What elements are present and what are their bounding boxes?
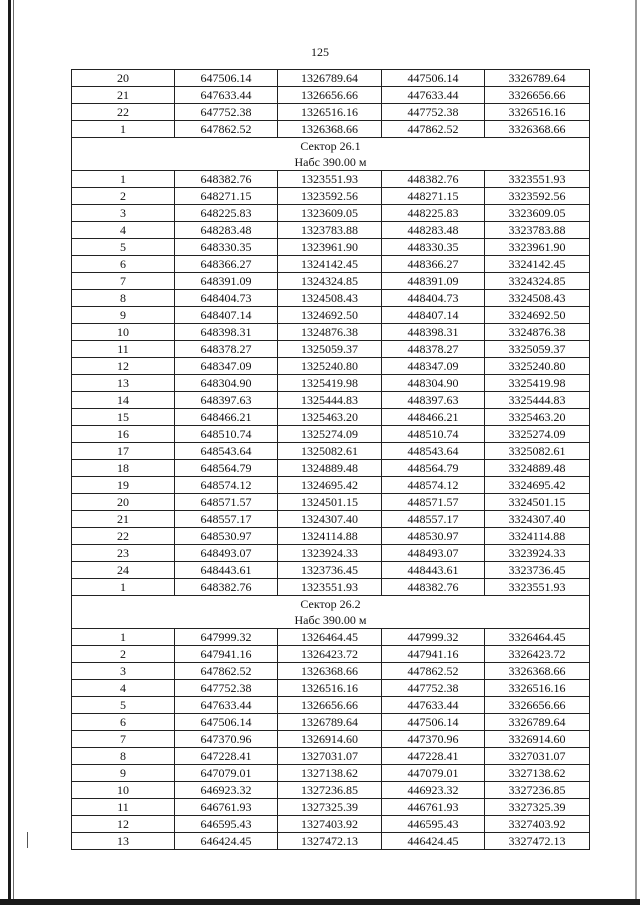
y-msk-cell: 3324114.88	[485, 528, 590, 545]
table-row	[72, 833, 590, 850]
point-number-cell: 3	[72, 205, 175, 222]
y-msk-cell: 3326656.66	[485, 87, 590, 104]
y-coordinate-cell: 1324692.50	[278, 307, 382, 324]
y-coordinate-cell: 1327472.13	[278, 833, 382, 850]
table-row	[72, 307, 590, 324]
y-msk-cell: 3326789.64	[485, 70, 590, 87]
x-msk-cell: 448407.14	[382, 307, 485, 324]
x-coordinate-cell: 648530.97	[175, 528, 278, 545]
y-msk-cell: 3323592.56	[485, 188, 590, 205]
table-row	[72, 104, 590, 121]
y-msk-cell: 3325240.80	[485, 358, 590, 375]
x-msk-cell: 448530.97	[382, 528, 485, 545]
table-row	[72, 528, 590, 545]
x-coordinate-cell: 647862.52	[175, 663, 278, 680]
table-row	[72, 629, 590, 646]
x-msk-cell: 448564.79	[382, 460, 485, 477]
table-row	[72, 205, 590, 222]
y-coordinate-cell: 1324142.45	[278, 256, 382, 273]
x-msk-cell: 447633.44	[382, 697, 485, 714]
x-msk-cell: 448271.15	[382, 188, 485, 205]
page-number: 125	[311, 45, 329, 59]
point-number-cell: 24	[72, 562, 175, 579]
x-coordinate-cell: 648557.17	[175, 511, 278, 528]
y-msk-cell: 3327236.85	[485, 782, 590, 799]
y-coordinate-cell: 1325444.83	[278, 392, 382, 409]
y-coordinate-cell: 1326368.66	[278, 121, 382, 138]
y-msk-cell: 3327138.62	[485, 765, 590, 782]
x-coordinate-cell: 648283.48	[175, 222, 278, 239]
x-coordinate-cell: 647752.38	[175, 104, 278, 121]
sector-26-2-header	[72, 596, 590, 629]
y-coordinate-cell: 1326423.72	[278, 646, 382, 663]
y-coordinate-cell: 1324695.42	[278, 477, 382, 494]
x-coordinate-cell: 648574.12	[175, 477, 278, 494]
table-row	[72, 443, 590, 460]
x-coordinate-cell: 646923.32	[175, 782, 278, 799]
scan-edge-left	[8, 0, 11, 905]
x-msk-cell: 447633.44	[382, 87, 485, 104]
x-coordinate-cell: 647862.52	[175, 121, 278, 138]
point-number-cell: 14	[72, 392, 175, 409]
x-msk-cell: 447862.52	[382, 121, 485, 138]
x-coordinate-cell: 646761.93	[175, 799, 278, 816]
x-coordinate-cell: 648493.07	[175, 545, 278, 562]
y-coordinate-cell: 1323609.05	[278, 205, 382, 222]
table-row	[72, 663, 590, 680]
x-coordinate-cell: 648466.21	[175, 409, 278, 426]
x-msk-cell: 448493.07	[382, 545, 485, 562]
scan-edge-right	[635, 0, 637, 905]
point-number-cell: 11	[72, 799, 175, 816]
x-msk-cell: 448366.27	[382, 256, 485, 273]
point-number-cell: 3	[72, 663, 175, 680]
x-msk-cell: 448466.21	[382, 409, 485, 426]
x-msk-cell: 446424.45	[382, 833, 485, 850]
table-row	[72, 494, 590, 511]
y-coordinate-cell: 1324876.38	[278, 324, 382, 341]
y-coordinate-cell: 1327236.85	[278, 782, 382, 799]
point-number-cell: 2	[72, 188, 175, 205]
x-coordinate-cell: 646424.45	[175, 833, 278, 850]
y-coordinate-cell: 1324508.43	[278, 290, 382, 307]
point-number-cell: 19	[72, 477, 175, 494]
x-coordinate-cell: 648347.09	[175, 358, 278, 375]
table-row	[72, 782, 590, 799]
point-number-cell: 20	[72, 70, 175, 87]
table-row	[72, 477, 590, 494]
y-msk-cell: 3326516.16	[485, 680, 590, 697]
x-coordinate-cell: 648397.63	[175, 392, 278, 409]
y-coordinate-cell: 1326464.45	[278, 629, 382, 646]
point-number-cell: 5	[72, 239, 175, 256]
x-msk-cell: 447752.38	[382, 680, 485, 697]
y-msk-cell: 3323609.05	[485, 205, 590, 222]
y-coordinate-cell: 1327325.39	[278, 799, 382, 816]
x-msk-cell: 447228.41	[382, 748, 485, 765]
point-number-cell: 2	[72, 646, 175, 663]
y-msk-cell: 3326914.60	[485, 731, 590, 748]
table-row	[72, 646, 590, 663]
x-coordinate-cell: 648304.90	[175, 375, 278, 392]
x-coordinate-cell: 648391.09	[175, 273, 278, 290]
y-coordinate-cell: 1323551.93	[278, 579, 382, 596]
x-msk-cell: 447999.32	[382, 629, 485, 646]
x-coordinate-cell: 648366.27	[175, 256, 278, 273]
y-coordinate-cell: 1323961.90	[278, 239, 382, 256]
point-number-cell: 21	[72, 87, 175, 104]
y-coordinate-cell: 1324889.48	[278, 460, 382, 477]
table-row	[72, 562, 590, 579]
y-msk-cell: 3323551.93	[485, 171, 590, 188]
y-coordinate-cell: 1324501.15	[278, 494, 382, 511]
x-coordinate-cell: 647633.44	[175, 697, 278, 714]
point-number-cell: 21	[72, 511, 175, 528]
point-number-cell: 9	[72, 307, 175, 324]
section-title: Сектор 26.1	[300, 139, 361, 153]
point-number-cell: 9	[72, 765, 175, 782]
table-row	[72, 748, 590, 765]
x-coordinate-cell: 648564.79	[175, 460, 278, 477]
y-coordinate-cell: 1326656.66	[278, 87, 382, 104]
y-coordinate-cell: 1323783.88	[278, 222, 382, 239]
x-coordinate-cell: 648271.15	[175, 188, 278, 205]
table-row	[72, 409, 590, 426]
y-msk-cell: 3325059.37	[485, 341, 590, 358]
point-number-cell: 8	[72, 290, 175, 307]
table-row	[72, 579, 590, 596]
x-coordinate-cell: 647999.32	[175, 629, 278, 646]
y-coordinate-cell: 1324114.88	[278, 528, 382, 545]
y-msk-cell: 3326789.64	[485, 714, 590, 731]
table-row	[72, 545, 590, 562]
y-msk-cell: 3326516.16	[485, 104, 590, 121]
x-coordinate-cell: 648571.57	[175, 494, 278, 511]
y-coordinate-cell: 1326789.64	[278, 714, 382, 731]
scan-edge-bottom	[0, 899, 640, 905]
point-number-cell: 5	[72, 697, 175, 714]
x-coordinate-cell: 647941.16	[175, 646, 278, 663]
table-row	[72, 290, 590, 307]
y-msk-cell: 3327325.39	[485, 799, 590, 816]
x-coordinate-cell: 647506.14	[175, 714, 278, 731]
section-header-row	[72, 596, 590, 629]
x-coordinate-cell: 647752.38	[175, 680, 278, 697]
point-number-cell: 23	[72, 545, 175, 562]
y-coordinate-cell: 1325082.61	[278, 443, 382, 460]
x-msk-cell: 448543.64	[382, 443, 485, 460]
y-msk-cell: 3324695.42	[485, 477, 590, 494]
x-coordinate-cell: 648443.61	[175, 562, 278, 579]
x-msk-cell: 448404.73	[382, 290, 485, 307]
x-coordinate-cell: 648398.31	[175, 324, 278, 341]
table-row	[72, 714, 590, 731]
x-msk-cell: 447862.52	[382, 663, 485, 680]
point-number-cell: 4	[72, 680, 175, 697]
point-number-cell: 7	[72, 731, 175, 748]
point-number-cell: 16	[72, 426, 175, 443]
coordinates-table-body	[72, 70, 590, 850]
point-number-cell: 1	[72, 121, 175, 138]
point-number-cell: 10	[72, 324, 175, 341]
y-coordinate-cell: 1326516.16	[278, 680, 382, 697]
y-coordinate-cell: 1325463.20	[278, 409, 382, 426]
y-coordinate-cell: 1324307.40	[278, 511, 382, 528]
x-msk-cell: 448225.83	[382, 205, 485, 222]
x-coordinate-cell: 648404.73	[175, 290, 278, 307]
y-msk-cell: 3326368.66	[485, 663, 590, 680]
table-row	[72, 188, 590, 205]
x-coordinate-cell: 648407.14	[175, 307, 278, 324]
x-msk-cell: 447079.01	[382, 765, 485, 782]
y-msk-cell: 3325082.61	[485, 443, 590, 460]
table-row	[72, 358, 590, 375]
x-msk-cell: 448378.27	[382, 341, 485, 358]
x-msk-cell: 448557.17	[382, 511, 485, 528]
section-title: Сектор 26.2	[300, 597, 361, 611]
y-msk-cell: 3327472.13	[485, 833, 590, 850]
y-coordinate-cell: 1326656.66	[278, 697, 382, 714]
table-row	[72, 87, 590, 104]
y-coordinate-cell: 1323551.93	[278, 171, 382, 188]
x-msk-cell: 446595.43	[382, 816, 485, 833]
table-row	[72, 121, 590, 138]
x-msk-cell: 448398.31	[382, 324, 485, 341]
y-msk-cell: 3326423.72	[485, 646, 590, 663]
x-msk-cell: 446923.32	[382, 782, 485, 799]
x-msk-cell: 448397.63	[382, 392, 485, 409]
x-coordinate-cell: 648382.76	[175, 579, 278, 596]
y-msk-cell: 3327031.07	[485, 748, 590, 765]
y-coordinate-cell: 1325419.98	[278, 375, 382, 392]
point-number-cell: 4	[72, 222, 175, 239]
table-row	[72, 392, 590, 409]
y-msk-cell: 3324324.85	[485, 273, 590, 290]
section-height: Набс 390.00 м	[294, 155, 367, 169]
table-row	[72, 256, 590, 273]
table-row	[72, 171, 590, 188]
y-coordinate-cell: 1325274.09	[278, 426, 382, 443]
x-msk-cell: 446761.93	[382, 799, 485, 816]
x-msk-cell: 448304.90	[382, 375, 485, 392]
x-msk-cell: 448330.35	[382, 239, 485, 256]
x-coordinate-cell: 647079.01	[175, 765, 278, 782]
x-msk-cell: 448510.74	[382, 426, 485, 443]
x-msk-cell: 448382.76	[382, 171, 485, 188]
y-msk-cell: 3325444.83	[485, 392, 590, 409]
coordinates-table	[71, 69, 590, 850]
point-number-cell: 13	[72, 375, 175, 392]
y-msk-cell: 3324692.50	[485, 307, 590, 324]
point-number-cell: 12	[72, 358, 175, 375]
x-msk-cell: 447506.14	[382, 70, 485, 87]
point-number-cell: 6	[72, 256, 175, 273]
y-msk-cell: 3326464.45	[485, 629, 590, 646]
x-msk-cell: 448574.12	[382, 477, 485, 494]
point-number-cell: 1	[72, 579, 175, 596]
x-msk-cell: 448571.57	[382, 494, 485, 511]
section-height: Набс 390.00 м	[294, 613, 367, 627]
table-row	[72, 460, 590, 477]
y-msk-cell: 3323961.90	[485, 239, 590, 256]
y-msk-cell: 3323924.33	[485, 545, 590, 562]
point-number-cell: 10	[72, 782, 175, 799]
x-coordinate-cell: 647506.14	[175, 70, 278, 87]
x-msk-cell: 447370.96	[382, 731, 485, 748]
y-coordinate-cell: 1326789.64	[278, 70, 382, 87]
y-coordinate-cell: 1325240.80	[278, 358, 382, 375]
point-number-cell: 13	[72, 833, 175, 850]
y-coordinate-cell: 1325059.37	[278, 341, 382, 358]
x-msk-cell: 447941.16	[382, 646, 485, 663]
scan-mark	[27, 832, 28, 848]
y-coordinate-cell: 1326368.66	[278, 663, 382, 680]
y-msk-cell: 3326368.66	[485, 121, 590, 138]
point-number-cell: 1	[72, 629, 175, 646]
table-row	[72, 273, 590, 290]
x-msk-cell: 447752.38	[382, 104, 485, 121]
x-msk-cell: 448283.48	[382, 222, 485, 239]
table-row	[72, 324, 590, 341]
y-coordinate-cell: 1323592.56	[278, 188, 382, 205]
table-row	[72, 239, 590, 256]
point-number-cell: 20	[72, 494, 175, 511]
y-msk-cell: 3326656.66	[485, 697, 590, 714]
point-number-cell: 11	[72, 341, 175, 358]
x-msk-cell: 448391.09	[382, 273, 485, 290]
x-msk-cell: 448347.09	[382, 358, 485, 375]
y-msk-cell: 3325463.20	[485, 409, 590, 426]
y-coordinate-cell: 1327031.07	[278, 748, 382, 765]
x-coordinate-cell: 647228.41	[175, 748, 278, 765]
y-coordinate-cell: 1327138.62	[278, 765, 382, 782]
y-msk-cell: 3324876.38	[485, 324, 590, 341]
y-msk-cell: 3324501.15	[485, 494, 590, 511]
table-row	[72, 731, 590, 748]
x-coordinate-cell: 648330.35	[175, 239, 278, 256]
table-row	[72, 680, 590, 697]
table-row	[72, 375, 590, 392]
point-number-cell: 8	[72, 748, 175, 765]
y-coordinate-cell: 1326516.16	[278, 104, 382, 121]
table-row	[72, 511, 590, 528]
table-row	[72, 426, 590, 443]
y-coordinate-cell: 1324324.85	[278, 273, 382, 290]
y-msk-cell: 3325274.09	[485, 426, 590, 443]
y-coordinate-cell: 1327403.92	[278, 816, 382, 833]
point-number-cell: 17	[72, 443, 175, 460]
y-coordinate-cell: 1323924.33	[278, 545, 382, 562]
x-coordinate-cell: 646595.43	[175, 816, 278, 833]
x-coordinate-cell: 647633.44	[175, 87, 278, 104]
x-coordinate-cell: 648378.27	[175, 341, 278, 358]
x-msk-cell: 448443.61	[382, 562, 485, 579]
y-msk-cell: 3323551.93	[485, 579, 590, 596]
y-msk-cell: 3325419.98	[485, 375, 590, 392]
y-msk-cell: 3324889.48	[485, 460, 590, 477]
point-number-cell: 12	[72, 816, 175, 833]
y-msk-cell: 3324142.45	[485, 256, 590, 273]
point-number-cell: 1	[72, 171, 175, 188]
table-row	[72, 799, 590, 816]
y-msk-cell: 3324307.40	[485, 511, 590, 528]
x-msk-cell: 447506.14	[382, 714, 485, 731]
y-coordinate-cell: 1326914.60	[278, 731, 382, 748]
sector-26-1-header	[72, 138, 590, 171]
scan-edge-left-inner	[13, 0, 14, 905]
point-number-cell: 22	[72, 104, 175, 121]
table-row	[72, 765, 590, 782]
point-number-cell: 18	[72, 460, 175, 477]
section-header-row	[72, 138, 590, 171]
table-row	[72, 222, 590, 239]
y-msk-cell: 3323736.45	[485, 562, 590, 579]
x-coordinate-cell: 647370.96	[175, 731, 278, 748]
y-msk-cell: 3323783.88	[485, 222, 590, 239]
x-msk-cell: 448382.76	[382, 579, 485, 596]
point-number-cell: 6	[72, 714, 175, 731]
y-coordinate-cell: 1323736.45	[278, 562, 382, 579]
table-row	[72, 697, 590, 714]
point-number-cell: 15	[72, 409, 175, 426]
x-coordinate-cell: 648225.83	[175, 205, 278, 222]
table-row	[72, 70, 590, 87]
point-number-cell: 22	[72, 528, 175, 545]
table-row	[72, 816, 590, 833]
x-coordinate-cell: 648510.74	[175, 426, 278, 443]
table-row	[72, 341, 590, 358]
x-coordinate-cell: 648382.76	[175, 171, 278, 188]
point-number-cell: 7	[72, 273, 175, 290]
y-msk-cell: 3327403.92	[485, 816, 590, 833]
x-coordinate-cell: 648543.64	[175, 443, 278, 460]
y-msk-cell: 3324508.43	[485, 290, 590, 307]
